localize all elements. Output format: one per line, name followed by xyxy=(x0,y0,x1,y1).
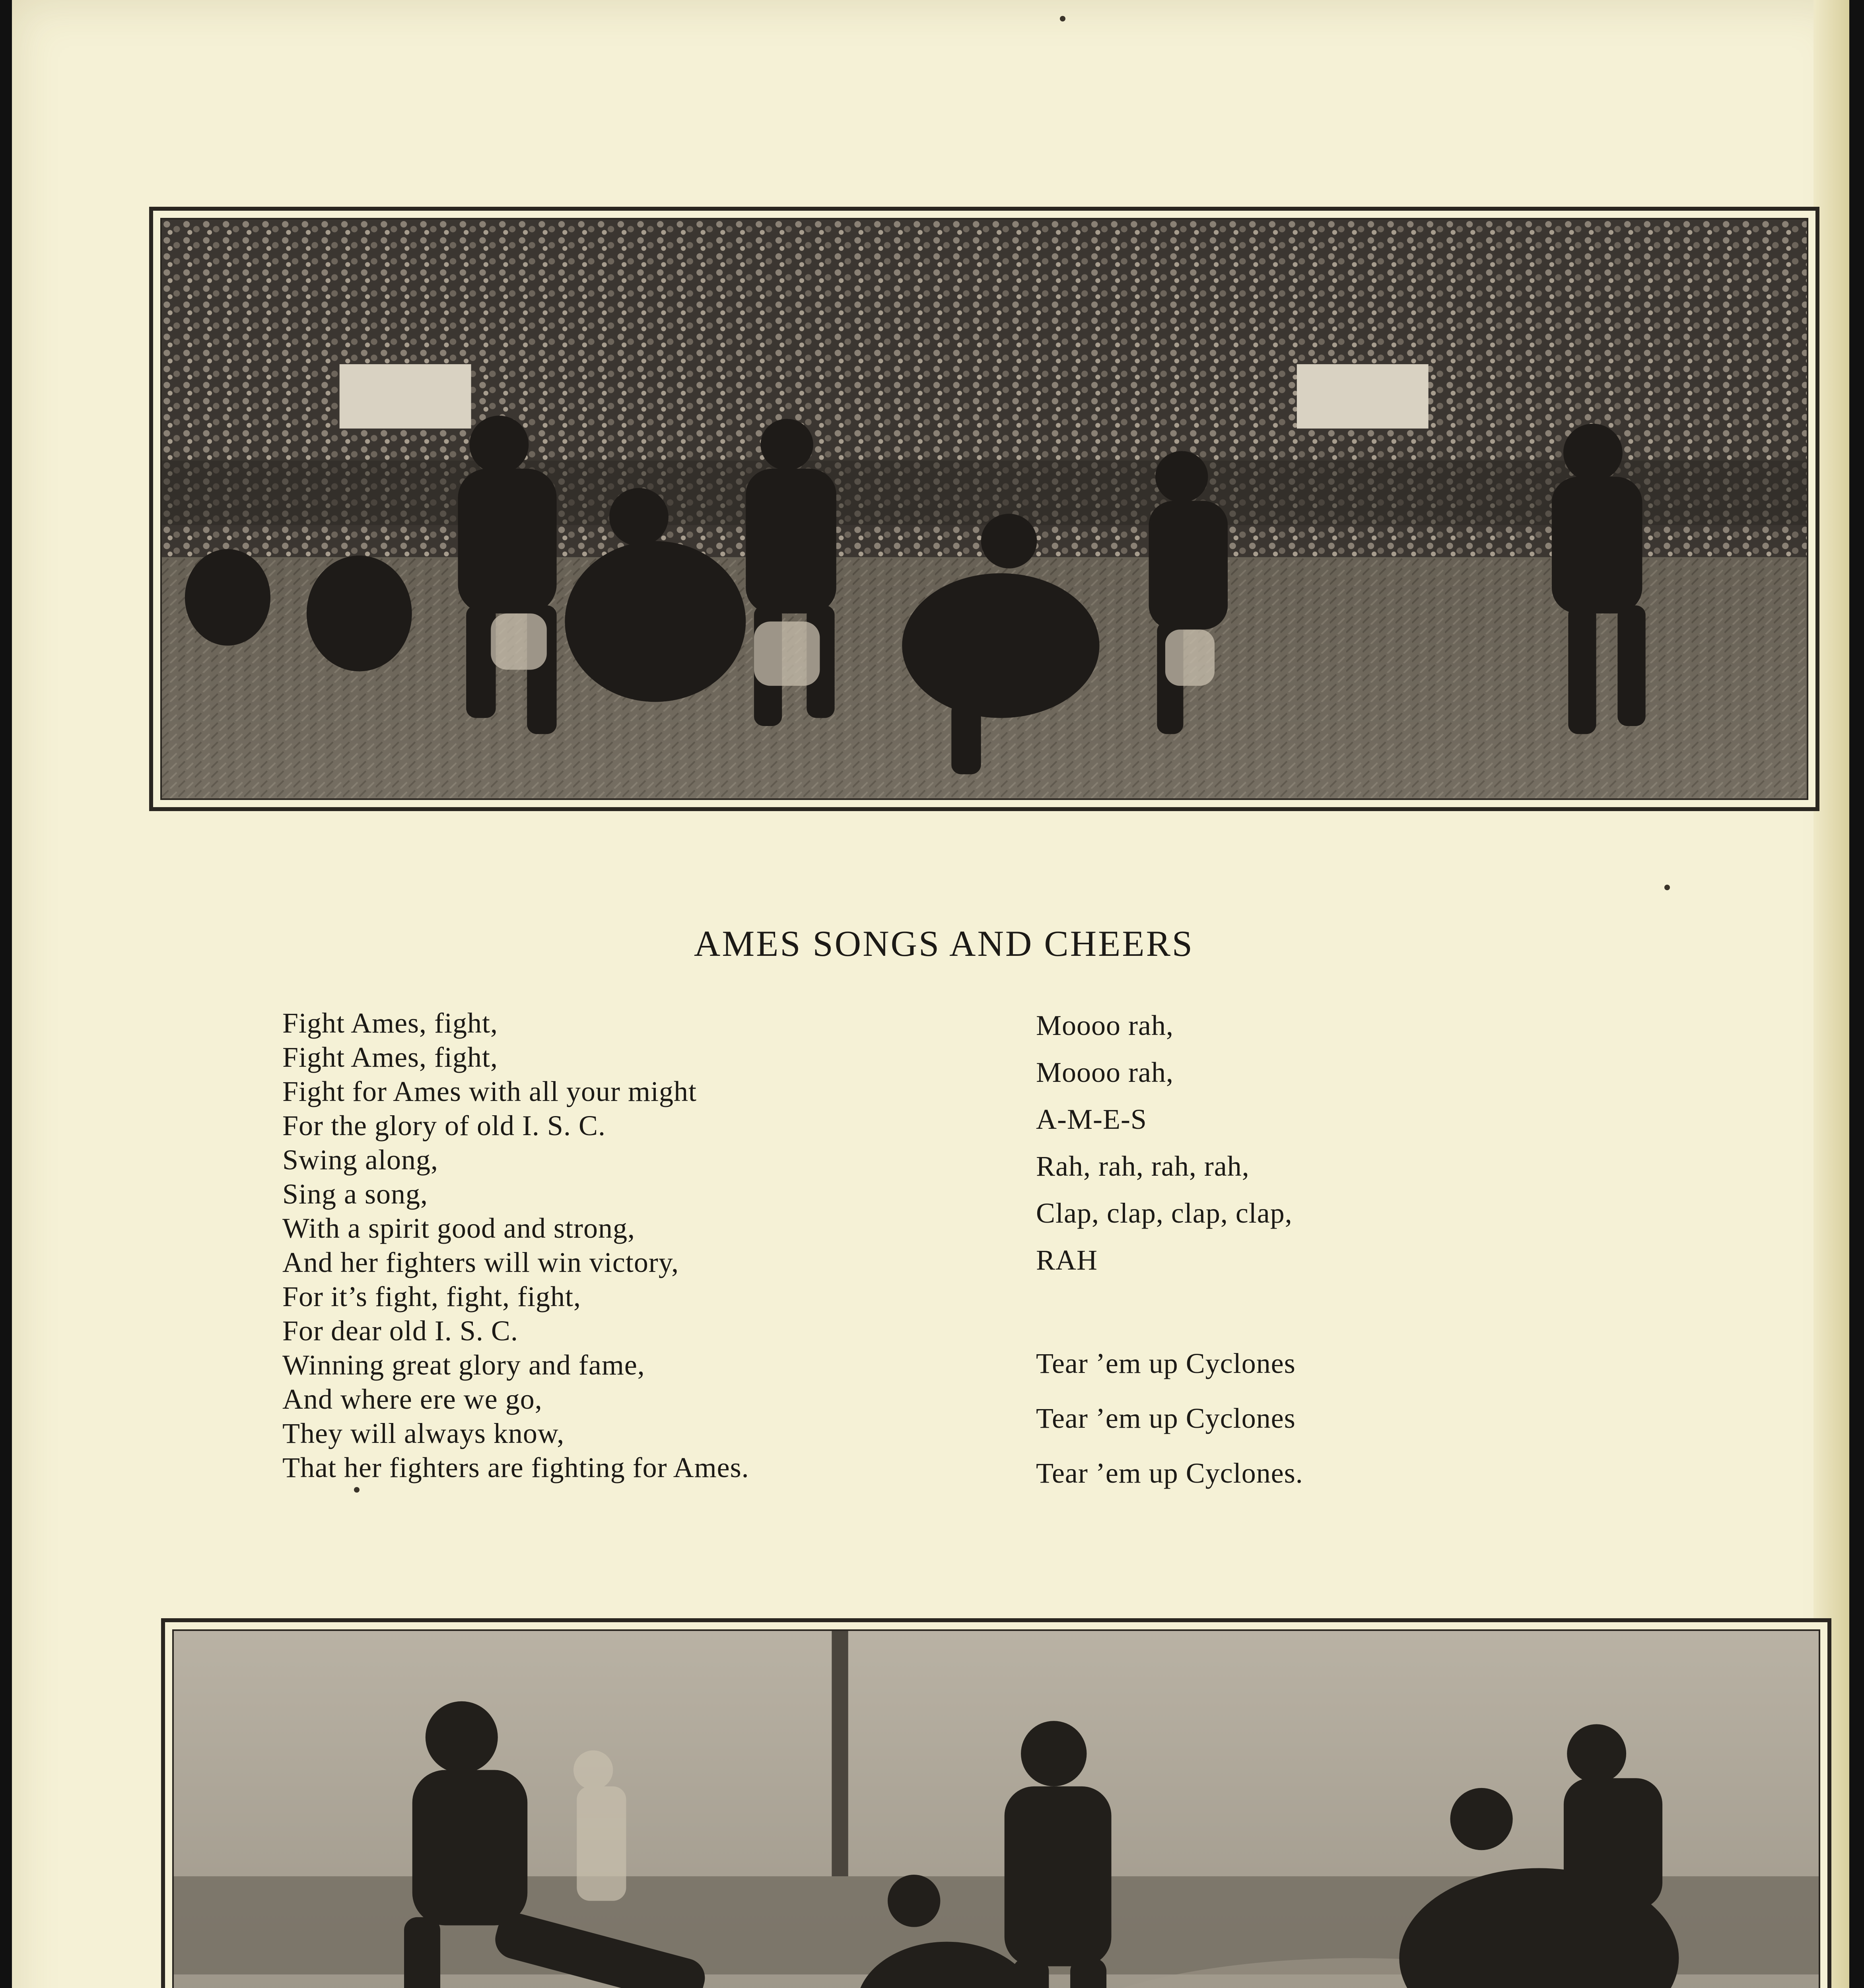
football-tackle-photo xyxy=(161,1618,1831,1988)
lyric-line: For the glory of old I. S. C. xyxy=(282,1110,606,1142)
lyric-line: With a spirit good and strong, xyxy=(282,1212,636,1244)
paper-speck xyxy=(354,1487,360,1493)
cheer-line: A-M-E-S xyxy=(1036,1103,1147,1135)
photo-bottom-image xyxy=(174,1631,1819,1988)
lyric-line: And her fighters will win victory, xyxy=(282,1246,679,1278)
lyric-line: Fight for Ames with all your might xyxy=(282,1076,697,1107)
lyric-line: Sing a song, xyxy=(282,1178,428,1210)
lyric-line: For it’s fight, fight, fight, xyxy=(282,1281,581,1312)
moooo-rah-cheer xyxy=(1036,1002,1553,1283)
photograph-icon xyxy=(172,1629,1820,1988)
cheer-line: Clap, clap, clap, clap, xyxy=(1036,1197,1293,1229)
yearbook-page xyxy=(12,0,1849,1988)
lyric-line: Swing along, xyxy=(282,1144,439,1176)
lyric-line: For dear old I. S. C. xyxy=(282,1315,518,1347)
paper-speck xyxy=(1664,885,1670,890)
lyric-line: That her fighters are fighting for Ames. xyxy=(282,1452,749,1483)
lyric-line: Winning great glory and fame, xyxy=(282,1349,645,1381)
lyric-line: Fight Ames, fight, xyxy=(282,1041,498,1073)
page-title: AMES SONGS AND CHEERS xyxy=(694,923,1194,964)
cheer-line: Tear ’em up Cyclones xyxy=(1036,1347,1296,1379)
cheer-line: Moooo rah, xyxy=(1036,1010,1174,1041)
cheer-line: Rah, rah, rah, rah, xyxy=(1036,1150,1250,1182)
cheer-line: Tear ’em up Cyclones. xyxy=(1036,1457,1303,1489)
cheer-line: RAH xyxy=(1036,1244,1098,1276)
cheer-line: Moooo rah, xyxy=(1036,1056,1174,1088)
photograph-icon xyxy=(160,218,1808,800)
paper-speck xyxy=(1060,16,1065,21)
lyric-line: They will always know, xyxy=(282,1417,565,1449)
photo-top-image xyxy=(162,219,1807,798)
cyclones-cheer xyxy=(1036,1336,1553,1501)
lyric-line: And where ere we go, xyxy=(282,1383,542,1415)
cheer-line: Tear ’em up Cyclones xyxy=(1036,1402,1296,1434)
football-game-crowd-photo xyxy=(149,207,1819,811)
fight-song-lyrics xyxy=(282,1006,1058,1485)
lyric-line: Fight Ames, fight, xyxy=(282,1007,498,1039)
